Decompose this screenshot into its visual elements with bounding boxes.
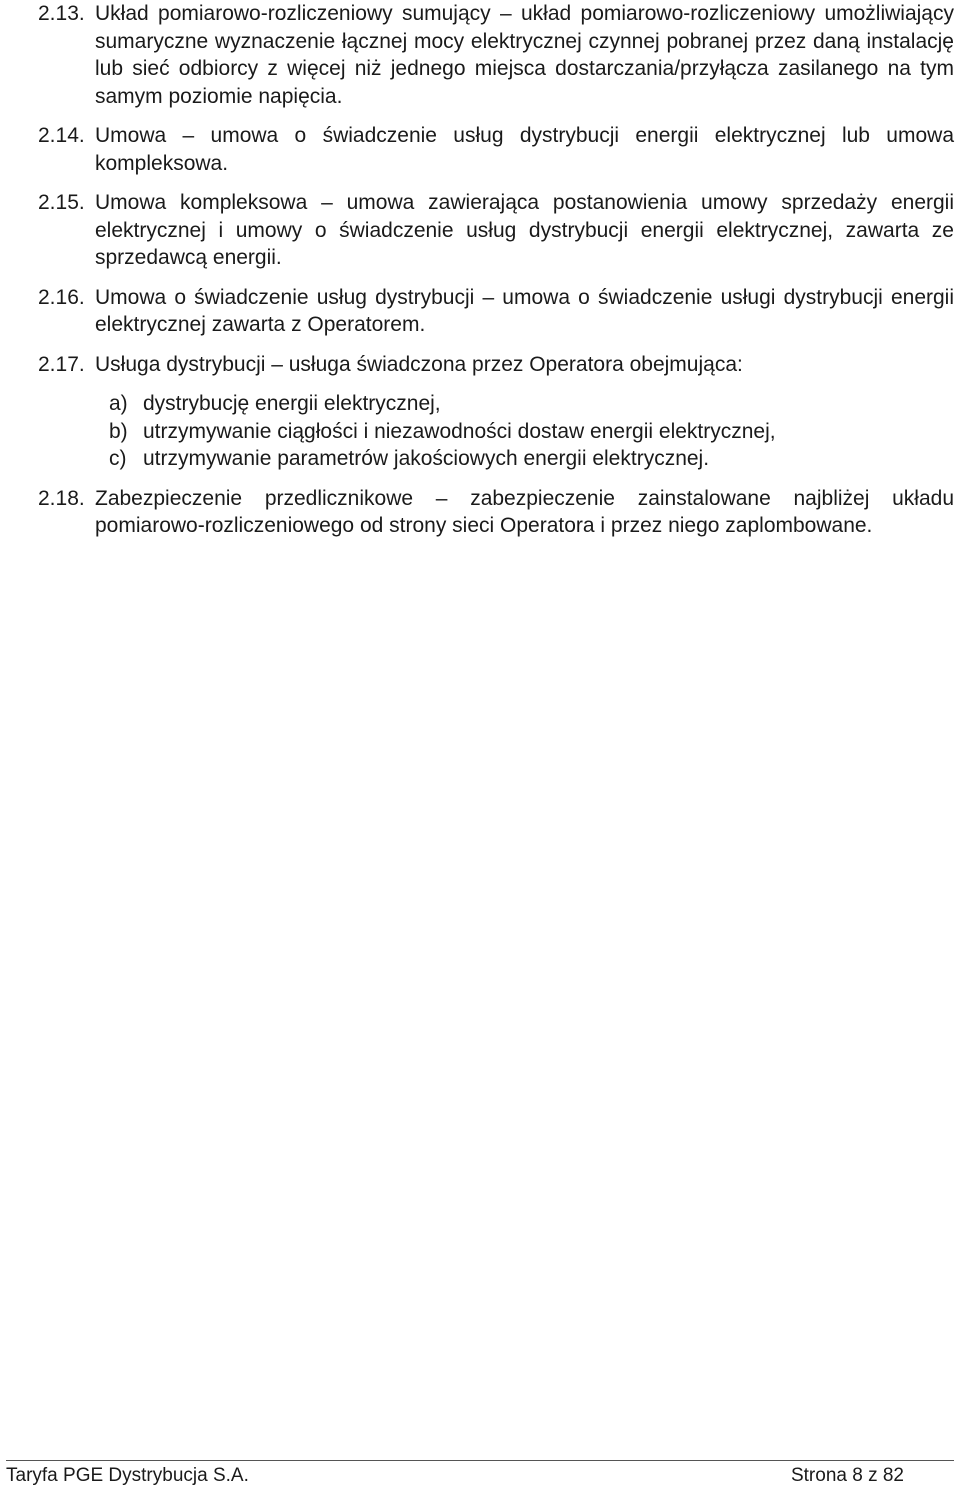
clause-number: 2.13. xyxy=(38,2,85,25)
list-item-letter: b) xyxy=(109,419,128,443)
clause-number: 2.18. xyxy=(38,486,85,510)
clause-2-14 xyxy=(38,122,954,177)
clause-2-15 xyxy=(38,189,954,272)
page-footer xyxy=(6,1460,954,1489)
clause-2-13 xyxy=(38,0,954,110)
list-item-text: dystrybucję energii elektrycznej, xyxy=(143,392,441,415)
list-item-text: utrzymywanie ciągłości i niezawodności dostaw energii elektrycznej, xyxy=(143,419,776,443)
clause-text: Układ pomiarowo-rozliczeniowy sumujący – układ pomiarowo-rozliczeniowy umożliwiający sumaryczne wyznaczenie łącznej mocy elektrycznej czynnej pobranej przez daną instalację lub sieć odbiorcy z więcej niż jednego miejsca dostarczania/przyłącza zasilanego na tym samym poziomie napięcia. xyxy=(95,2,954,108)
service-scope-list xyxy=(95,390,954,473)
clause-2-18 xyxy=(38,485,954,540)
clause-text: Zabezpieczenie przedlicznikowe – zabezpieczenie zainstalowane najbliżej układu pomiarowo-rozliczeniowego od strony sieci Operatora i przez niego zaplombowane. xyxy=(95,486,954,537)
list-item-letter: a) xyxy=(109,392,128,415)
clause-text: Umowa kompleksowa – umowa zawierająca postanowienia umowy sprzedaży energii elektrycznej i umowy o świadczenie usług dystrybucji energii elektrycznej, zawarta ze sprzedawcą energii. xyxy=(95,191,954,269)
list-item xyxy=(109,390,954,418)
footer-page-number: Strona 8 z 82 xyxy=(790,1465,904,1486)
list-item xyxy=(109,418,954,446)
clause-number: 2.17. xyxy=(38,352,85,376)
clause-text: Usługa dystrybucji – usługa świadczona przez Operatora obejmująca: xyxy=(95,352,743,376)
footer-document-title: Taryfa PGE Dystrybucja S.A. xyxy=(6,1465,249,1486)
list-item-text: utrzymywanie parametrów jakościowych energii elektrycznej. xyxy=(143,447,710,470)
clause-number: 2.16. xyxy=(38,285,85,309)
document-body xyxy=(38,0,954,552)
clause-number: 2.15. xyxy=(38,191,85,214)
clause-text: Umowa o świadczenie usług dystrybucji – umowa o świadczenie usługi dystrybucji energii elektrycznej zawarta z Operatorem. xyxy=(95,285,954,336)
clause-text: Umowa – umowa o świadczenie usług dystrybucji energii elektrycznej lub umowa kompleksowa. xyxy=(95,124,954,175)
list-item-letter: c) xyxy=(109,447,127,470)
clause-number: 2.14. xyxy=(38,124,85,147)
clause-2-16 xyxy=(38,284,954,339)
list-item xyxy=(109,445,954,473)
clause-2-17 xyxy=(38,351,954,473)
